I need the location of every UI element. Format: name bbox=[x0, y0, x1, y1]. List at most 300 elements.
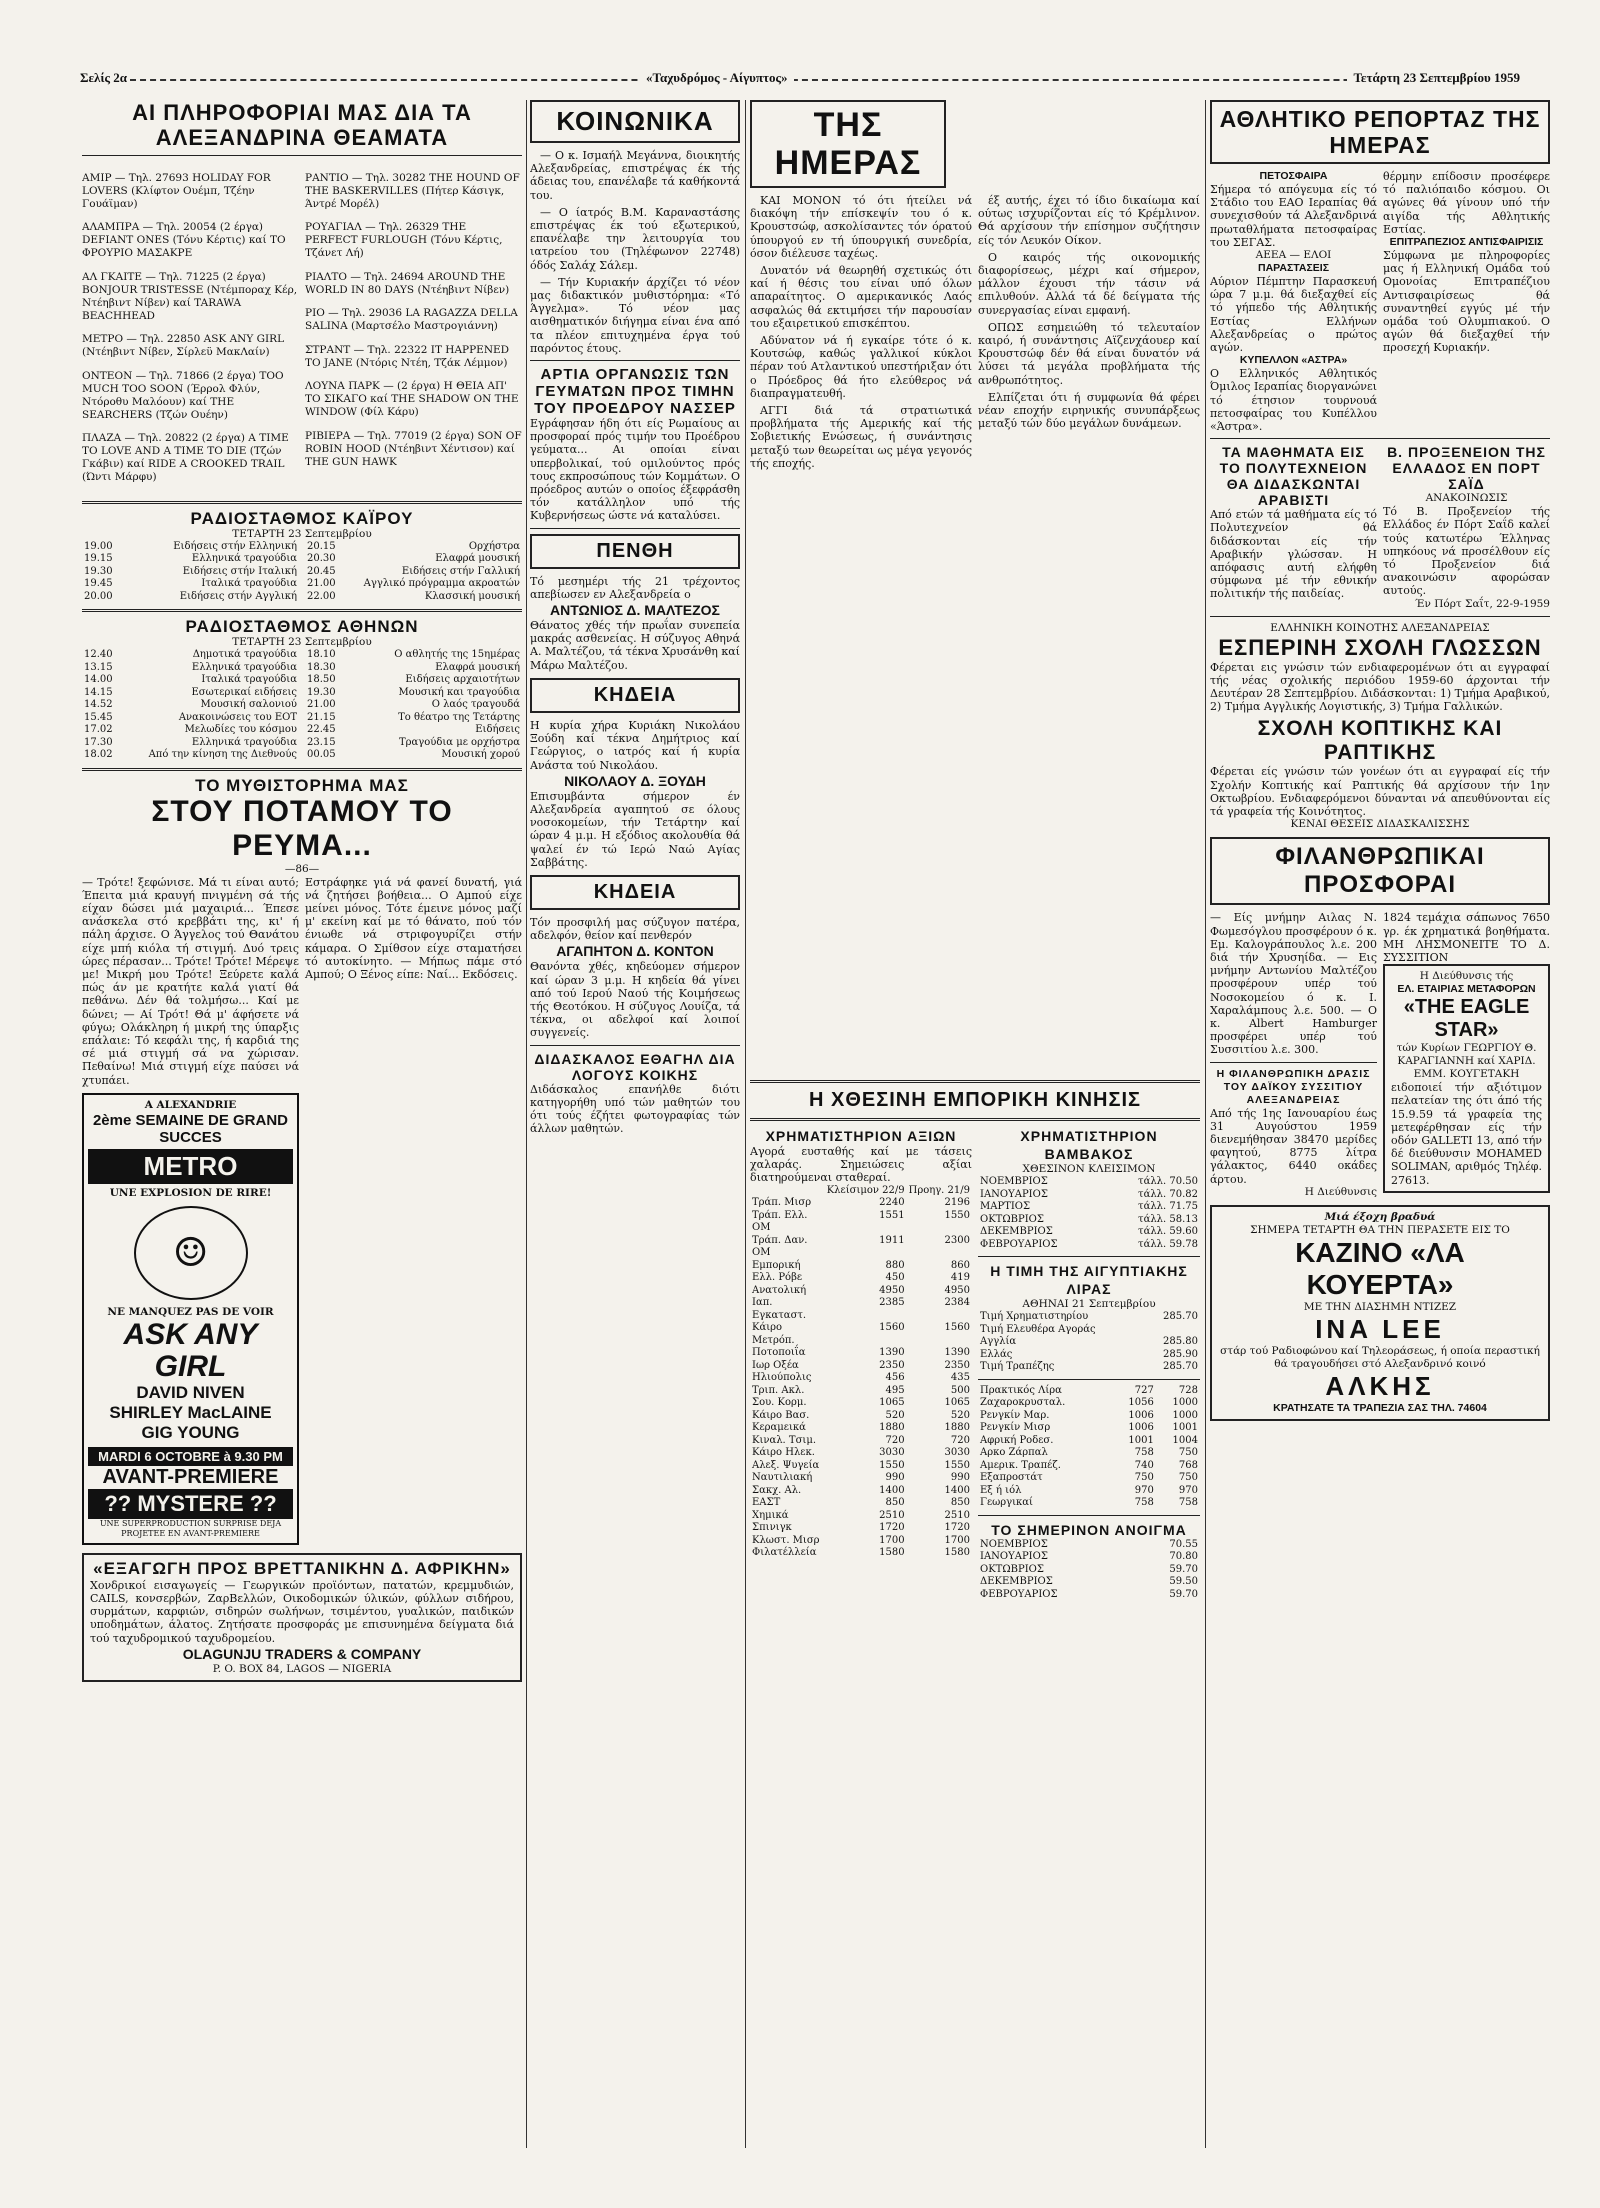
table-cell: Κιναλ. Τσιμ. bbox=[752, 1434, 817, 1446]
table-cell: 2350 bbox=[879, 1359, 905, 1371]
table-cell: Σου. Κορμ. bbox=[752, 1397, 807, 1409]
cinema-listing: ΡΙΑΛΤΟ — Τηλ. 24694 AROUND THE WORLD IN 80 DAYS (Ντέηβιντ Νίβεν) bbox=[305, 270, 510, 296]
stock-row bbox=[750, 1285, 972, 1298]
article-paragraph: ΑΓΓΙ διά τά στρατιωτικά προβλήματα τής Αμερικής καί τής Σοβιετικής Ενώσεως, ή συνάντησις μεταξύ των θεωρείται ως μέγα γεγονός τής εποχής. bbox=[750, 404, 972, 470]
sewing-school-title: ΣΧΟΛΗ ΚΟΠΤΙΚΗΣ ΚΑΙ ΡΑΠΤΙΚΗΣ bbox=[1257, 717, 1503, 765]
page-number: Σελίς 2α bbox=[80, 70, 127, 85]
table-cell: Δημοτικά τραγούδια bbox=[192, 649, 297, 660]
table-cell: 1560 bbox=[879, 1322, 905, 1334]
table-cell: 419 bbox=[950, 1272, 970, 1284]
cinema-listing: ΜΕΤΡΟ — Τηλ. 22850 ASK ANY GIRL (Ντέηβιντ Νίβεν, Σίρλεϋ ΜακΛαίν) bbox=[82, 333, 285, 358]
table-cell: Ηλιούπολις bbox=[752, 1372, 812, 1384]
radio-athens-table-left bbox=[82, 649, 299, 762]
novel-body bbox=[82, 876, 522, 1545]
cotton-row bbox=[978, 1201, 1200, 1214]
gold-row bbox=[978, 1435, 1200, 1448]
eagle-kicker: Η Διεύθυνσις τής bbox=[1419, 970, 1514, 983]
article-paragraph: ΚΑΙ ΜΟΝΟΝ τό ότι ήτείλει νά διακόψη τήν επίσκεψίν του ό κ. Κρουστσώφ, ασκολίσαντες τόν όρατού ύπουργού εν τή ύπουργική συνεδρία, όσον διέλευσε ταχέως. bbox=[750, 194, 972, 260]
funeral-2-name: ΑΓΑΠΗΤΟΝ Δ. ΚΟΝΤΟΝ bbox=[556, 943, 714, 960]
table-cell: 750 bbox=[1134, 1472, 1154, 1483]
column-rule bbox=[1205, 100, 1206, 2148]
table-cell: 285.70 bbox=[1163, 1311, 1198, 1322]
table-cell: Ελαφρά μουσική bbox=[435, 553, 520, 564]
sports-cup-text: Ο Ελληνικός Αθλητικός Όμιλος Ιεραπίας διοργανώνει τό έτησιον τουρνουά πετοσφαίρας του Κυπέλλου «Άστρα». bbox=[1210, 367, 1377, 434]
table-cell: 2510 bbox=[879, 1509, 905, 1521]
novel-title: ΣΤΟΥ ΠΟΤΑΜΟΥ ΤΟ ΡΕΥΜΑ... bbox=[151, 794, 453, 862]
radio-program-row bbox=[82, 591, 299, 604]
table-cell: 21.00 bbox=[307, 699, 336, 710]
table-cell: 18.02 bbox=[84, 749, 113, 760]
ad-actor-3: GIG YOUNG bbox=[141, 1422, 240, 1442]
cinema-listings bbox=[82, 161, 522, 495]
column-1 bbox=[82, 100, 522, 2148]
table-cell: Εμπορική bbox=[752, 1259, 801, 1271]
sports-news bbox=[1210, 170, 1550, 433]
table-cell: τάλλ. 70.82 bbox=[1138, 1188, 1198, 1200]
pound-row bbox=[978, 1311, 1200, 1324]
table-cell: 1001 bbox=[1128, 1434, 1154, 1446]
stock-row bbox=[750, 1447, 972, 1460]
market-title: Η ΧΘΕΣΙΝΗ ΕΜΠΟΡΙΚΗ ΚΙΝΗΣΙΣ bbox=[808, 1089, 1142, 1111]
table-cell: 20.00 bbox=[84, 590, 113, 602]
table-cell: ΔΕΚΕΜΒΡΙΟΣ bbox=[980, 1226, 1053, 1237]
eagle-owners: τών Κυρίων ΓΕΩΡΓΙΟΥ Θ. ΚΑΡΑΓΙΑΝΝΗ καί ΧΑΡΙΔ. ΕΜΜ. ΚΟΥΓΕΤΑΚΗ bbox=[1396, 1042, 1537, 1081]
radio-program-row bbox=[82, 541, 299, 554]
table-cell: Ελλ. Ρόβε bbox=[752, 1272, 803, 1284]
consulate-title: Β. ΠΡΟΞΕΝΕΙΟΝ ΤΗΣ ΕΛΛΑΔΟΣ ΕΝ ΠΟΡΤ ΣΑΪΔ bbox=[1387, 444, 1546, 493]
cinema-listing: ΡΟΥΑΓΙΑΛ — Τηλ. 26329 THE PERFECT FURLOUGH (Τόνυ Κέρτις, Τζάνετ Λή) bbox=[305, 221, 503, 259]
today-row bbox=[978, 1551, 1200, 1564]
casino-reservations: ΚΡΑΤΗΣΑΤΕ ΤΑ ΤΡΑΠΕΖΙΑ ΣΑΣ ΤΗΛ. 74604 bbox=[1273, 1401, 1487, 1414]
table-cell: 728 bbox=[1178, 1384, 1198, 1396]
table-cell: 1880 bbox=[944, 1422, 970, 1434]
stock-row bbox=[750, 1485, 972, 1498]
radio-cairo-table-left bbox=[82, 541, 299, 604]
day-section-title: ΤΗΣ ΗΜΕΡΑΣ bbox=[750, 100, 946, 188]
radio-program-row bbox=[82, 712, 299, 725]
table-cell: 19.00 bbox=[84, 540, 113, 552]
sports-match: ΑΕΕΑ — ΕΛΟΙ bbox=[1255, 249, 1332, 262]
table-cell: 1720 bbox=[944, 1522, 970, 1534]
obituaries-title: ΠΕΝΘΗ bbox=[530, 534, 740, 569]
radio-program-row bbox=[305, 578, 522, 591]
lessons-text: Από ετών τά μαθήματα είς τό Πολυτεχνείον θά διδάσκονται είς τήν Αραβικήν γλώσσαν. Η απόφασις αυτή ελήφθη σύμφωνα μέ τήν εθνικήν πολιτικήν τής παιδείας. bbox=[1210, 508, 1377, 601]
table-cell: Μελωδίες του κόσμου bbox=[184, 724, 297, 735]
table-cell: 1065 bbox=[944, 1397, 970, 1409]
table-cell: 2196 bbox=[944, 1197, 970, 1209]
school-text: Φέρεται εις γνώσιν τών ενδιαφερομένων ότι αι εγγραφαί τής νέας σχολικής περιόδου 1959-60 άρχονται τήν Δευτέραν 28 Σεπτεμβρίου. Διδάσκονται: 1) Τμήμα Αραβικού, 2) Τμήμα Αγγλικής Λογιστικής, 3) Τμήμα Γαλλικών. bbox=[1210, 660, 1550, 714]
table-cell: Σπινιγκ bbox=[752, 1522, 792, 1534]
social-item: — Ο ίατρός Β.Μ. Καραναστάσης επιστρέψας έκ τού εξωτερικού, επανέλαβε την λειτουργία του ιατρείου του (Τηλέφωνον 22748) όδός Σαλάχ Σάλεμ. bbox=[530, 205, 740, 272]
table-cell: 1400 bbox=[944, 1484, 970, 1496]
table-cell: 59.70 bbox=[1169, 1563, 1198, 1575]
ad-notice: NE MANQUEZ PAS DE VOIR bbox=[107, 1305, 274, 1318]
table-cell: 2240 bbox=[879, 1197, 905, 1209]
table-cell: 860 bbox=[950, 1259, 970, 1271]
social-item: — Τήν Κυριακήν άρχίζει τό νέον μας διδακτικόν μυθιστόρημα: «Τό Άγγελμα». Τό νέον μας αισθηματικόν διήγημα είναι ένα από τα πλέον επιτυχημένα έργα τού παρόντος έτους. bbox=[530, 275, 740, 355]
table-cell: ΕΑΣΤ bbox=[752, 1497, 781, 1509]
table-cell: 18.50 bbox=[307, 674, 336, 685]
stock-row bbox=[750, 1347, 972, 1360]
cotton-title: ΧΡΗΜΑΤΙΣΤΗΡΙΟΝ ΒΑΜΒΑΚΟΣ bbox=[1020, 1128, 1158, 1162]
table-cell: Αγγλικό πρόγραμμα ακροατών bbox=[363, 578, 520, 589]
today-row bbox=[978, 1564, 1200, 1577]
article-paragraph: Ο καιρός τής οικονομικής διαφορίσεως, μέχρι καί σήμερον, μάλλον έχουσι τήν τάσιν νά επιλυθούν. Αλλά τά δέ δείγματα τής συνεργασίας είναι εμφανή. bbox=[978, 250, 1200, 317]
radio-program-row bbox=[82, 724, 299, 737]
table-cell: 1580 bbox=[879, 1547, 905, 1559]
radio-program-row bbox=[305, 749, 522, 762]
table-cell: 20.45 bbox=[307, 565, 336, 577]
stock-row bbox=[750, 1535, 972, 1548]
stock-row bbox=[750, 1385, 972, 1398]
table-cell: 2385 bbox=[879, 1297, 905, 1309]
table-cell: Πρακτικός Λίρα bbox=[980, 1384, 1062, 1396]
table-cell: Ελληνικά τραγούδια bbox=[191, 736, 297, 748]
cinema-listing: ΑΜΙΡ — Τηλ. 27693 HOLIDAY FOR LOVERS (Κλίφτον Ουέμπ, Τζέην Γουάϊμαν) bbox=[82, 171, 271, 210]
funeral-name: ΝΙΚΟΛΑΟΥ Δ. ΞΟΥΔΗ bbox=[564, 772, 706, 789]
table-cell: 19.45 bbox=[84, 578, 113, 589]
table-cell: 59.50 bbox=[1169, 1576, 1198, 1587]
table-tennis-title: ΕΠΙΤΡΑΠΕΖΙΟΣ ΑΝΤΙΣΦΑΙΡΙΣΙΣ bbox=[1389, 236, 1544, 249]
table-cell: Τραγούδια με ορχήστρα bbox=[398, 736, 520, 748]
radio-program-row bbox=[305, 553, 522, 566]
stock-row bbox=[750, 1197, 972, 1210]
gold-row bbox=[978, 1472, 1200, 1485]
radio-program-row bbox=[305, 699, 522, 712]
table-cell: 3030 bbox=[944, 1447, 970, 1459]
table-cell: Αφρική Ροδεσ. bbox=[980, 1434, 1054, 1446]
table-cell: ΦΕΒΡΟΥΑΡΙΟΣ bbox=[980, 1588, 1058, 1600]
table-cell: 1001 bbox=[1172, 1422, 1198, 1433]
stock-row bbox=[750, 1372, 972, 1385]
table-cell: 750 bbox=[1178, 1447, 1198, 1458]
table-cell: 18.10 bbox=[307, 649, 336, 660]
stock-row bbox=[750, 1260, 972, 1273]
table-cell: Ο λαός τραγουδά bbox=[431, 699, 520, 710]
cinema-listing: ΣΤΡΑΝΤ — Τηλ. 22322 IT HAPPENED TO JANE (Ντόρις Ντέη, Τζάκ Λέμμον) bbox=[305, 343, 510, 369]
table-cell: Αγγλία bbox=[980, 1336, 1017, 1347]
obituary-intro: Τό μεσημέρι τής 21 τρέχοντος απεβίωσεν εν Αλεξανδρεία ο bbox=[530, 574, 740, 601]
radio-program-row bbox=[82, 566, 299, 579]
table-cell: 1560 bbox=[944, 1322, 970, 1334]
radio-program-row bbox=[305, 737, 522, 750]
table-cell: 768 bbox=[1178, 1459, 1198, 1471]
radio-program-row bbox=[305, 674, 522, 687]
table-cell: Ρενγκίν Μαρ. bbox=[980, 1409, 1050, 1421]
gold-row bbox=[978, 1410, 1200, 1423]
casino-orchestra: ΑΛΚΗΣ bbox=[1325, 1370, 1435, 1401]
casino-star: INA LEE bbox=[1315, 1313, 1445, 1344]
ad-actor-2: SHIRLEY MacLAINE bbox=[109, 1402, 272, 1422]
table-cell: Τιμή Ελευθέρα Αγοράς bbox=[980, 1323, 1096, 1335]
table-cell: 20.30 bbox=[307, 553, 336, 564]
soup-kitchen-text: Από τής 1ης Ιανουαρίου έως 31 Αυγούστου 1959 διενεμήθησαν 38470 μερίδες φαγητού, 8775 λίτρα γάλακτος, 6440 οκάδες άρτου. bbox=[1210, 1106, 1377, 1186]
eagle-name: «THE EAGLE STAR» bbox=[1403, 996, 1530, 1042]
table-cell: τάλλ. 59.78 bbox=[1138, 1238, 1198, 1250]
table-cell: 1056 bbox=[1128, 1397, 1154, 1408]
gold-row bbox=[978, 1422, 1200, 1435]
table-cell: Αρκο Ζάρπαλ bbox=[980, 1447, 1048, 1458]
teacher-article-title: ΔΙΔΑΣΚΑΛΟΣ ΕΘΑΓΗΛ ΔΙΑ ΛΟΓΟΥΣ ΚΟΙΚΗΣ bbox=[534, 1050, 736, 1083]
table-cell: 1550 bbox=[879, 1459, 905, 1471]
radio-program-row bbox=[82, 649, 299, 662]
table-cell: ΙΑΝΟΥΑΡΙΟΣ bbox=[980, 1188, 1048, 1200]
table-cell: 750 bbox=[1178, 1472, 1198, 1483]
sports-section-title: ΑΘΛΗΤΙΚΟ ΡΕΠΟΡΤΑΖ ΤΗΣ ΗΜΕΡΑΣ bbox=[1210, 100, 1550, 164]
funeral-2-title: ΚΗΔΕΙΑ bbox=[530, 875, 740, 910]
table-cell: τάλλ. 70.50 bbox=[1138, 1176, 1198, 1187]
table-cell: Ελληνικά τραγούδια bbox=[191, 661, 297, 673]
philanthropy-note: 1824 τεμάχια σάπωνος 7650 γρ. έκ χρηματικά βοηθήματα. ΜΗ ΛΗΣΜΟΝΕΙΤΕ ΤΟ Δ. ΣΥΣΣΙΤΙΟΝ bbox=[1383, 911, 1550, 964]
table-cell: 435 bbox=[950, 1372, 970, 1384]
table-cell: 4950 bbox=[944, 1284, 970, 1296]
radio-cairo-schedule bbox=[82, 541, 522, 604]
table-tennis-text: Σύμφωνα με πληροφορίες μας ή Ελληνική Ομάδα τού Ομονοίας Επιτραπέζιου Αντισφαιρίσεως θά συναντηθεί εγγύς μέ τήν ομάδα τού Ολυμπιακού. Ο αγών θά διεξαχθεί τήν προσεχή Κυριακήν. bbox=[1383, 249, 1550, 355]
metro-advertisement bbox=[82, 1093, 299, 1545]
philanthropy-list: — Είς μνήμην Αιλας Ν. Φωμεσόγλου προσφέρουν ό κ. Εμ. Καλογράπουλος λ.ε. 200 διά τήν Χρυσηίδα. — Εις μνήμην Αντωνίου Μαλτέζου προσφέρουν υπέρ τού Νοσοκομείου ό κ. Ι. Χαραλάμπους λ.ε. 500. — Ο κ. Albert Hamburger προσφέρει υπέρ τού Συσσιτίου λ.ε. 300. bbox=[1210, 911, 1377, 1057]
sports-right-text: θέρμην επίδοσιν προσέφερε τό παλιόπαιδο κόσμου. Οι αγώνες θά γίνουν υπό τήν αιγίδα τής Αθλητικής Εστίας. bbox=[1383, 170, 1550, 236]
gold-row bbox=[978, 1485, 1200, 1498]
gold-table bbox=[978, 1385, 1200, 1510]
gold-row bbox=[978, 1397, 1200, 1410]
table-cell: Τράπ. Ελλ. ΟΜ bbox=[752, 1209, 808, 1234]
table-cell: 1004 bbox=[1172, 1434, 1198, 1446]
table-cell: 1065 bbox=[879, 1397, 905, 1409]
table-cell: 2384 bbox=[944, 1297, 970, 1309]
stock-row bbox=[750, 1422, 972, 1435]
table-cell: 15.45 bbox=[84, 711, 113, 723]
table-cell: Μουσική χορού bbox=[441, 749, 520, 760]
table-cell: Τιμή Χρηματιστηρίου bbox=[980, 1311, 1089, 1322]
ad-actor-1: DAVID NIVEN bbox=[136, 1382, 245, 1402]
header-rule bbox=[130, 79, 1520, 81]
table-cell: Ιταλικά τραγούδια bbox=[201, 674, 297, 685]
table-cell: Ειδήσεις bbox=[475, 724, 520, 735]
cotton-table bbox=[978, 1176, 1200, 1251]
casino-with: ΜΕ ΤΗΝ ΔΙΑΣΗΜΗ ΝΤΙΖΕΖ bbox=[1303, 1300, 1457, 1313]
table-cell: Από την κίνηση της Διεθνούς bbox=[148, 749, 297, 760]
ad-premiere-date: MARDI 6 OCTOBRE à 9.30 PM bbox=[88, 1447, 293, 1466]
table-cell: Ναυτιλιακή bbox=[752, 1472, 813, 1484]
issue-date: Τετάρτη 23 Σεπτεμβρίου 1959 bbox=[1347, 70, 1520, 86]
social-item: — Ο κ. Ισμαήλ Μεγάννα, διοικητής Αλεξανδρείας, επιστρέψας έκ τής άδειας του, επανέλαβε τά καθήκοντά του. bbox=[530, 149, 740, 202]
table-cell: Ελαφρά μουσική bbox=[435, 661, 520, 673]
radio-program-row bbox=[305, 649, 522, 662]
table-cell: Ειδήσεις στήν Ελληνική bbox=[173, 540, 297, 552]
funeral-title: ΚΗΔΕΙΑ bbox=[530, 678, 740, 713]
cinema-listing: ΑΛ ΓΚΑΙΤΕ — Τηλ. 71225 (2 έργα) BONJOUR TRISTESSE (Ντέμποραχ Κέρ, Ντέηβιντ Νίβεν) καί TARAWA BEACHHEAD bbox=[82, 270, 298, 322]
table-cell: 14.00 bbox=[84, 674, 113, 685]
sewing-school-text: Φέρεται είς γνώσιν τών γονέων ότι αι εγγραφαί είς τήν Σχολήν Κοπτικής καί Ραπτικής θά αρχίσουν τήν 1ην Οκτωβρίου. Ενδιαφερόμενοι δύνανται νά απευθύνονται είς τά γραφεία τής Κοινότητος. bbox=[1210, 765, 1550, 819]
market-tables bbox=[750, 1127, 1200, 1601]
cinema-listing: ΑΛΑΜΠΡΑ — Τηλ. 20054 (2 έργα) DEFIANT ONES (Τόνυ Κέρτις) καί ΤΟ ΦΡΟΥΡΙΟ ΜΑΣΑΚΡΕ bbox=[82, 221, 286, 259]
table-cell: ΝΟΕΜΒΡΙΟΣ bbox=[980, 1176, 1048, 1187]
stock-row bbox=[750, 1272, 972, 1285]
stock-row bbox=[750, 1547, 972, 1560]
export-address: P. O. BOX 84, LAGOS — NIGERIA bbox=[212, 1662, 392, 1675]
stocks-title: ΧΡΗΜΑΤΙΣΤΗΡΙΟΝ ΑΞΙΩΝ bbox=[765, 1128, 957, 1144]
table-cell: 456 bbox=[885, 1372, 905, 1384]
radio-program-row bbox=[82, 578, 299, 591]
stock-row bbox=[750, 1297, 972, 1322]
nasser-article-text: Εγράφησαν ήδη ότι είς Ρωμαίους αι προσφοραί πρός τιμήν του Προέδρου γεύματα... Αι οποίαι είναι υπερβολικαί, τού ομιλούντος πρός τους εκπροσώπους τών Κομμάτων. Ο πρόεδρος αυτών ο οποίος έξεφράσθη τόν κατάλληλον υπό τής Κυβερνήσεως ώστε νά καταλύσει. bbox=[530, 417, 740, 523]
table-cell: 1880 bbox=[879, 1422, 905, 1434]
table-cell: 17.02 bbox=[84, 724, 113, 735]
radio-program-row bbox=[305, 687, 522, 700]
table-cell: 19.30 bbox=[307, 686, 336, 698]
table-cell: Ανακοινώσεις του ΕΟΤ bbox=[178, 711, 297, 723]
eagle-star-notice bbox=[1383, 964, 1550, 1193]
social-section-title: ΚΟΙΝΩΝΙΚΑ bbox=[530, 100, 740, 143]
day-article-left bbox=[750, 194, 972, 1074]
stock-row bbox=[750, 1435, 972, 1448]
ad-city: A ALEXANDRIE bbox=[144, 1098, 237, 1111]
table-cell: 23.15 bbox=[307, 736, 336, 748]
cinema-listing: ΡΙΒΙΕΡΑ — Τηλ. 77019 (2 έργα) SON OF ROBIN HOOD (Ντέηβιντ Χέντισον) καί THE GUN HAWK bbox=[305, 429, 522, 468]
pound-subtitle: ΑΘΗΝΑΙ 21 Σεπτεμβρίου bbox=[1022, 1298, 1156, 1310]
table-cell: Ελλάς bbox=[980, 1348, 1013, 1360]
table-cell: 1000 bbox=[1172, 1397, 1198, 1408]
table-cell: Ειδήσεις στήν Αγγλική bbox=[179, 590, 297, 602]
column-4 bbox=[1210, 100, 1550, 2148]
cotton-row bbox=[978, 1189, 1200, 1202]
table-cell: 1006 bbox=[1128, 1409, 1154, 1421]
gold-row bbox=[978, 1497, 1200, 1510]
social-news bbox=[530, 149, 740, 355]
table-cell: Ο αθλητής της 15ημέρας bbox=[394, 649, 520, 660]
casino-kicker: Μιά έξοχη βραδυά bbox=[1324, 1210, 1436, 1223]
soup-kitchen-title: Η ΦΙΛΑΝΘΡΩΠΙΚΗ ΔΡΑΣΙΣ ΤΟΥ ΔΑΪΚΟΥ ΣΥΣΣΙΤΙΟΥ ΑΛΕΞΑΝΔΡΕΙΑΣ bbox=[1216, 1067, 1371, 1106]
table-cell: 850 bbox=[885, 1497, 905, 1509]
stock-row bbox=[750, 1185, 972, 1198]
stock-row bbox=[750, 1322, 972, 1347]
table-cell: Ιταλικά τραγούδια bbox=[201, 578, 297, 589]
gold-row bbox=[978, 1447, 1200, 1460]
table-cell: 17.30 bbox=[84, 736, 113, 748]
table-cell: 758 bbox=[1134, 1447, 1154, 1458]
table-cell: Γεωργικαί bbox=[980, 1497, 1033, 1508]
table-cell: 3030 bbox=[879, 1447, 905, 1459]
stock-row bbox=[750, 1472, 972, 1485]
article-paragraph: ΟΠΩΣ εσημειώθη τό τελευταίον καιρό, ή συνάντησις Αϊζενχάουερ καί Κρουστσώφ δέν θά είναι δυνατόν νά λύσει τά μεγάλα προβλήματα τής ανθρωπότητος. bbox=[978, 320, 1200, 387]
table-cell: 1006 bbox=[1128, 1422, 1154, 1433]
day-article-right bbox=[978, 194, 1200, 1074]
today-opening-title: ΤΟ ΣΗΜΕΡΙΝΟΝ ΑΝΟΙΓΜΑ bbox=[991, 1521, 1187, 1538]
table-cell: Τιμή Τραπέζης bbox=[980, 1361, 1055, 1372]
page-header bbox=[80, 70, 1520, 90]
sports-events-title: ΠΑΡΑΣΤΑΣΕΙΣ bbox=[1257, 262, 1329, 275]
article-paragraph: Αδύνατον νά ή εγκαίρε τότε ό κ. Κουτσώφ, καθώς γαλλικοί κύκλοι πέραν τού Ατλαντικού υπεστήριξαν ότι ο Πρόεδρος θά ήτο ελεύθερος νά διαπραγματευθή. bbox=[750, 334, 972, 400]
radio-program-row bbox=[305, 591, 522, 604]
cinema-listing: ΡΑΝΤΙΟ — Τηλ. 30282 THE HOUND OF THE BASKERVILLES (Πήτερ Κάσιγκ, Άντρέ Μορέλ) bbox=[305, 171, 520, 210]
casino-advertisement bbox=[1210, 1205, 1550, 1421]
table-cell: 1390 bbox=[879, 1347, 905, 1359]
table-cell: Κάιρο Μετρόπ. bbox=[752, 1322, 795, 1346]
table-cell: 1551 bbox=[879, 1209, 905, 1221]
table-cell: 880 bbox=[885, 1259, 905, 1271]
table-cell: Εξ ή ιόλ bbox=[980, 1484, 1022, 1496]
table-cell: 1400 bbox=[879, 1484, 905, 1496]
table-cell: τάλλ. 71.75 bbox=[1138, 1201, 1198, 1212]
stocks-note: Αγορά ευσταθής καί με τάσεις χαλαράς. Σημειώσεις αξίαι διατηρούμεναι σταθεραί. bbox=[750, 1145, 972, 1185]
radio-program-row bbox=[305, 662, 522, 675]
article-paragraph: Δυνατόν νά θεωρηθή σχετικώς ότι καί ή θέσις του είναι υπό όλων απαραίτητος. Ο αμερικανικός Λαός ασφαλώς θά εκτιμήσει τήν παρουσίαν του εξαιρετικού επισκέπτου. bbox=[750, 264, 972, 330]
export-text: Χονδρικοί εισαγωγείς — Γεωργικών προϊόντων, πατατών, κρεμμυδιών, CAILS, κονσερβών, ΖαρΒελλών, Οικοδομικών ύλικών, φύλλων σιδήρου, συρμάτων, καρφιών, σιδηρών σωλήνων, τσιμέντου, γυαλικών, παιδικών υποδημάτων, άλατος. Ζητήσατε προσφοράς με επισυνημένα δείγματα διά τού ταχυδρομικού ταχυδρομείου. bbox=[90, 1578, 514, 1645]
cinema-section-title: ΑΙ ΠΛΗΡΟΦΟΡΙΑΙ ΜΑΣ ΔΙΑ ΤΑ ΑΛΕΞΑΝΔΡΙΝΑ ΘΕΑΜΑΤΑ bbox=[132, 100, 472, 150]
ad-film-title: ASK ANY GIRL bbox=[123, 1317, 258, 1383]
table-cell: 450 bbox=[885, 1272, 905, 1284]
consulate-text: Τό Β. Προξενείον τής Ελλάδος έν Πόρτ Σαΐδ καλεί τούς κατωτέρω Έλληνας υπηκόους νά προσέλθουν είς τό Προξενείον διά ανακοινώσιν αφορώσαν αυτούς. bbox=[1383, 505, 1550, 598]
table-cell: 970 bbox=[1134, 1484, 1154, 1496]
radio-program-row bbox=[305, 541, 522, 554]
table-cell: 720 bbox=[950, 1434, 970, 1446]
table-cell: Εξαπροστάτ bbox=[980, 1472, 1043, 1483]
ad-footnote: UNE SUPERPRODUCTION SURPRISE DEJA PROJETEE EN AVANT-PREMIERE bbox=[99, 1518, 282, 1538]
radio-program-row bbox=[82, 699, 299, 712]
sports-volleyball-text: Σήμερα τό απόγευμα είς τό Στάδιο του ΕΑΟ Ιεραπίας θά συνεχισθούν τά Αλεξανδρινά πρωταθλήματα πετοσφαίρας του ΣΕΓΑΣ. bbox=[1210, 183, 1377, 249]
column-rule bbox=[526, 100, 527, 2148]
table-cell: ΟΚΤΩΒΡΙΟΣ bbox=[980, 1563, 1044, 1575]
nasser-article-title: ΑΡΤΙΑ ΟΡΓΑΝΩΣΙΣ ΤΩΝ ΓΕΥΜΑΤΩΝ ΠΡΟΣ ΤΙΜΗΝ ΤΟΥ ΠΡΟΕΔΡΟΥ ΝΑΣΣΕΡ bbox=[534, 366, 736, 418]
radio-program-row bbox=[82, 737, 299, 750]
table-cell: Το θέατρο της Τετάρτης bbox=[398, 711, 520, 723]
soup-kitchen-signature: Η Διεύθυνσις bbox=[1304, 1185, 1377, 1198]
table-cell: Ειδήσεις στήν Ιταλική bbox=[182, 565, 297, 577]
stock-row bbox=[750, 1522, 972, 1535]
table-cell: 520 bbox=[885, 1409, 905, 1421]
table-cell: 285.90 bbox=[1163, 1348, 1198, 1360]
table-cell: 1911 bbox=[879, 1234, 905, 1246]
table-cell: Εσωτερικαί ειδήσεις bbox=[191, 686, 297, 698]
table-cell: Μουσική και τραγούδια bbox=[398, 686, 520, 698]
table-cell: 19.30 bbox=[84, 565, 113, 577]
radio-cairo-table-right bbox=[305, 541, 522, 604]
table-cell: ΟΚΤΩΒΡΙΟΣ bbox=[980, 1213, 1044, 1225]
export-title: «ΕΞΑΓΩΓΗ ΠΡΟΣ ΒΡΕΤΤΑΝΙΚΗΝ Δ. ΑΦΡΙΚΗΝ» bbox=[93, 1558, 511, 1578]
ad-mystery: ?? MYSTERE ?? bbox=[88, 1489, 293, 1519]
table-cell: Ρενγκίν Μισρ bbox=[980, 1422, 1051, 1433]
pound-table bbox=[978, 1311, 1200, 1374]
table-cell: 21.00 bbox=[307, 578, 336, 589]
table-cell: 21.15 bbox=[307, 711, 336, 723]
radio-athens-schedule bbox=[82, 649, 522, 762]
table-cell: 285.80 bbox=[1163, 1336, 1198, 1347]
article-paragraph: Ελπίζεται ότι ή συμφωνία θά φέρει νέαν εποχήν ειρηνικής συνυπάρξεως μεταξύ τών δύο μεγάλων δυνάμεων. bbox=[978, 390, 1200, 431]
funeral-2-text: Θανόντα χθές, κηδεύομεν σήμερον καί ώραν 3 μ.μ. Η κηδεία θά γίνει από τού Ιερού Ναού τής Κοιμήσεως τής Θεοτόκου. Η σύζυγος Λουίζα, τά τέκνα, οι αδελφοί καί λοιποί συγγενείς. bbox=[530, 960, 740, 1040]
table-cell: 13.15 bbox=[84, 661, 113, 673]
sports-volleyball-title: ΠΕΤΟΣΦΑΙΡΑ bbox=[1259, 170, 1328, 182]
ad-tagline: UNE EXPLOSION DE RIRE! bbox=[109, 1186, 272, 1199]
table-cell: Τράπ. Μισρ bbox=[752, 1197, 812, 1209]
stock-row bbox=[750, 1410, 972, 1423]
today-row bbox=[978, 1539, 1200, 1552]
table-cell: Τριπ. Ακλ. bbox=[752, 1384, 805, 1396]
eagle-company: ΕΛ. ΕΤΑΙΡΙΑΣ ΜΕΤΑΦΟΡΩΝ bbox=[1397, 983, 1536, 996]
table-cell: 1720 bbox=[879, 1522, 905, 1534]
table-cell: 22.00 bbox=[307, 590, 336, 602]
cinema-list-left bbox=[82, 161, 299, 495]
radio-athens-title: ΡΑΔΙΟΣΤΑΘΜΟΣ ΑΘΗΝΩΝ bbox=[185, 617, 419, 636]
table-cell: Αλεξ. Ψυγεία bbox=[752, 1459, 820, 1471]
column-rule bbox=[745, 100, 746, 2148]
pound-row bbox=[978, 1349, 1200, 1362]
ad-avant-premiere: AVANT-PREMIERE bbox=[102, 1465, 279, 1488]
table-cell: Κλείσιμον 22/9 bbox=[826, 1184, 905, 1196]
cinema-listing: ΟΝΤΕΟΝ — Τηλ. 71866 (2 έργα) TOO MUCH TOO SOON (Έρρολ Φλύν, Ντόροθυ Μαλόουν) καί THE SEARCHERS (Τζών Ουέην) bbox=[82, 369, 284, 421]
table-cell bbox=[1145, 1324, 1200, 1337]
table-cell: 14.15 bbox=[84, 686, 113, 698]
table-cell: Ελληνικά τραγούδια bbox=[191, 553, 297, 564]
